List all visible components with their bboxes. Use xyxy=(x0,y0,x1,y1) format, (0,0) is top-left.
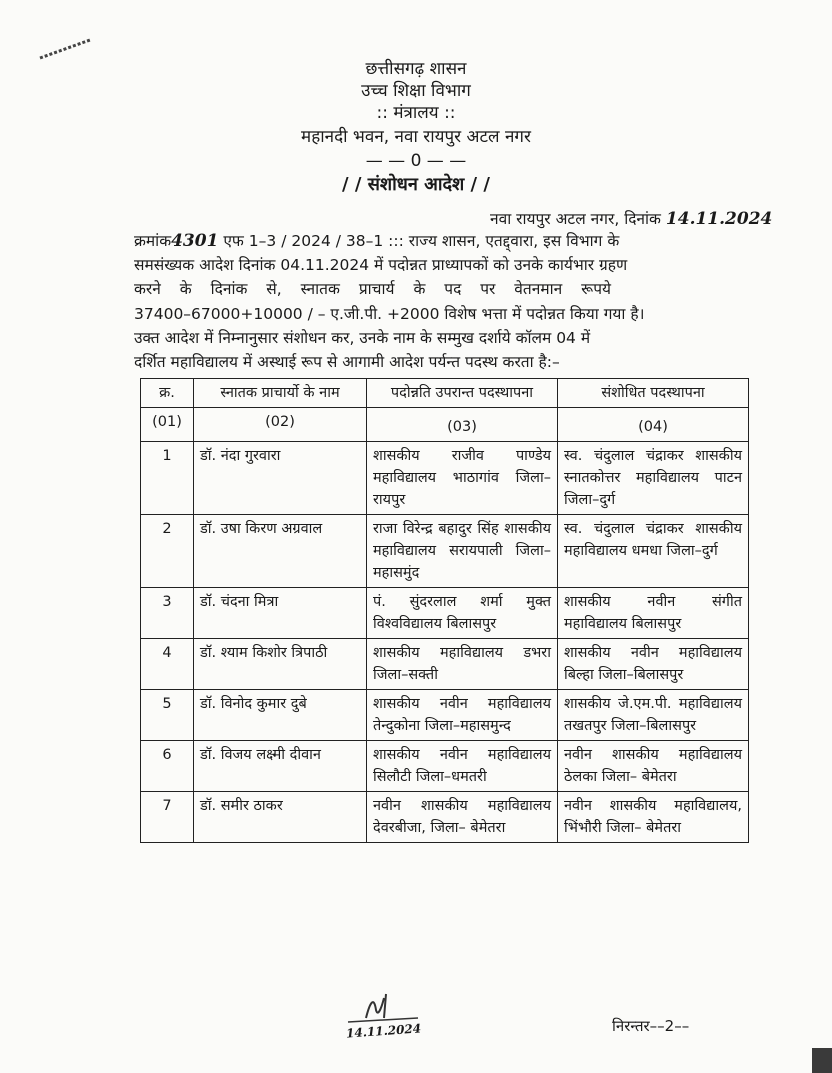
colnum: (04) xyxy=(558,408,749,442)
handwritten-number: 4301 xyxy=(171,231,219,251)
para-line: करने के दिनांक से, स्नातक प्राचार्य के पद पर वेतनमान रूपये xyxy=(134,280,612,298)
row-posting: शासकीय नवीन महाविद्यालय सिलौटी जिला–धमतरी xyxy=(367,741,558,792)
header-name: स्नातक प्राचार्यो के नाम xyxy=(194,379,367,408)
row-name: डॉ. विजय लक्ष्मी दीवान xyxy=(194,741,367,792)
row-revised: स्व. चंदुलाल चंद्राकर शासकीय स्नातकोत्तर महाविद्यालय पाटन जिला–दुर्ग xyxy=(558,442,749,515)
row-posting: पं. सुंदरलाल शर्मा मुक्त विश्वविद्यालय बिलासपुर xyxy=(367,588,558,639)
header-govt: छत्तीसगढ़ शासन xyxy=(365,59,467,79)
header-posting: पदोन्नति उपरान्त पदस्थापना xyxy=(367,379,558,408)
row-revised: शासकीय नवीन महाविद्यालय बिल्हा जिला–बिलासपुर xyxy=(558,639,749,690)
place-date-label: नवा रायपुर अटल नगर, दिनांक xyxy=(490,210,661,228)
row-posting: नवीन शासकीय महाविद्यालय देवरबीजा, जिला– बेमेतरा xyxy=(367,792,558,843)
continued-note: निरन्तर––2–– xyxy=(612,1017,690,1035)
row-name: डॉ. उषा किरण अग्रवाल xyxy=(194,515,367,588)
table-row xyxy=(141,639,749,690)
header-ministry: :: मंत्रालय :: xyxy=(376,103,456,123)
header-address: महानदी भवन, नवा रायपुर अटल नगर xyxy=(301,127,531,147)
header-separator: — — 0 — — xyxy=(365,151,467,171)
row-posting: शासकीय राजीव पाण्डेय महाविद्यालय भाठागांव जिला–रायपुर xyxy=(367,442,558,515)
table-row xyxy=(141,588,749,639)
row-sno: 5 xyxy=(141,690,194,741)
para-line: उक्त आदेश में निम्नानुसार संशोधन कर, उनके नाम के सम्मुख दर्शाये कॉलम 04 में xyxy=(134,329,591,347)
table-row xyxy=(141,792,749,843)
place-date xyxy=(490,207,772,229)
row-posting: शासकीय नवीन महाविद्यालय तेन्दुकोना जिला–महासमुन्द xyxy=(367,690,558,741)
posting-table xyxy=(140,378,749,843)
colnum: (01) xyxy=(141,408,194,442)
row-name: डॉ. नंदा गुरवारा xyxy=(194,442,367,515)
header-sno: क्र. xyxy=(141,379,194,408)
para-line: समसंख्यक आदेश दिनांक 04.11.2024 में पदोन्नत प्राध्यापकों को उनके कार्यभार ग्रहण xyxy=(134,256,628,274)
row-name: डॉ. श्याम किशोर त्रिपाठी xyxy=(194,639,367,690)
row-name: डॉ. विनोद कुमार दुबे xyxy=(194,690,367,741)
order-number-line xyxy=(134,230,619,252)
header-revised: संशोधित पदस्थापना xyxy=(558,379,749,408)
row-sno: 2 xyxy=(141,515,194,588)
colnum: (02) xyxy=(194,408,367,442)
row-revised: स्व. चंदुलाल चंद्राकर शासकीय महाविद्यालय धमधा जिला–दुर्ग xyxy=(558,515,749,588)
row-revised: शासकीय जे.एम.पी. महाविद्यालय तखतपुर जिला–बिलासपुर xyxy=(558,690,749,741)
order-reference: एफ 1–3 / 2024 / 38–1 ::: राज्य शासन, एतद्द्वारा, इस विभाग के xyxy=(223,232,620,250)
row-sno: 4 xyxy=(141,639,194,690)
colnum: (03) xyxy=(367,408,558,442)
row-sno: 6 xyxy=(141,741,194,792)
corner-shadow xyxy=(812,1048,832,1073)
table-row xyxy=(141,442,749,515)
row-revised: शासकीय नवीन संगीत महाविद्यालय बिलासपुर xyxy=(558,588,749,639)
table-row xyxy=(141,515,749,588)
row-sno: 1 xyxy=(141,442,194,515)
row-posting: शासकीय महाविद्यालय डभरा जिला–सक्ती xyxy=(367,639,558,690)
row-revised: नवीन शासकीय महाविद्यालय ठेलका जिला– बेमेतरा xyxy=(558,741,749,792)
row-posting: राजा विरेन्द्र बहादुर सिंह शासकीय महाविद्यालय सरायपाली जिला–महासमुंद xyxy=(367,515,558,588)
para-line: दर्शित महाविद्यालय में अस्थाई रूप से आगामी आदेश पर्यन्त पदस्थ करता है:– xyxy=(134,353,560,371)
table-row xyxy=(141,690,749,741)
signature-date: 14.11.2024 xyxy=(345,1021,422,1041)
handwritten-date: 14.11.2024 xyxy=(665,209,773,229)
row-revised: नवीन शासकीय महाविद्यालय, भिंभौरी जिला– बेमेतरा xyxy=(558,792,749,843)
table-row xyxy=(141,741,749,792)
table-header-row xyxy=(141,379,749,408)
row-name: डॉ. समीर ठाकर xyxy=(194,792,367,843)
order-title: / / संशोधन आदेश / / xyxy=(342,174,490,195)
table-colnum-row xyxy=(141,408,749,442)
row-name: डॉ. चंदना मित्रा xyxy=(194,588,367,639)
row-sno: 3 xyxy=(141,588,194,639)
number-label: क्रमांक xyxy=(134,232,172,250)
row-sno: 7 xyxy=(141,792,194,843)
para-line: 37400–67000+10000 / – ए.जी.पी. +2000 विशेष भत्ता में पदोन्नत किया गया है। xyxy=(134,305,645,323)
header-dept: उच्च शिक्षा विभाग xyxy=(361,81,471,101)
